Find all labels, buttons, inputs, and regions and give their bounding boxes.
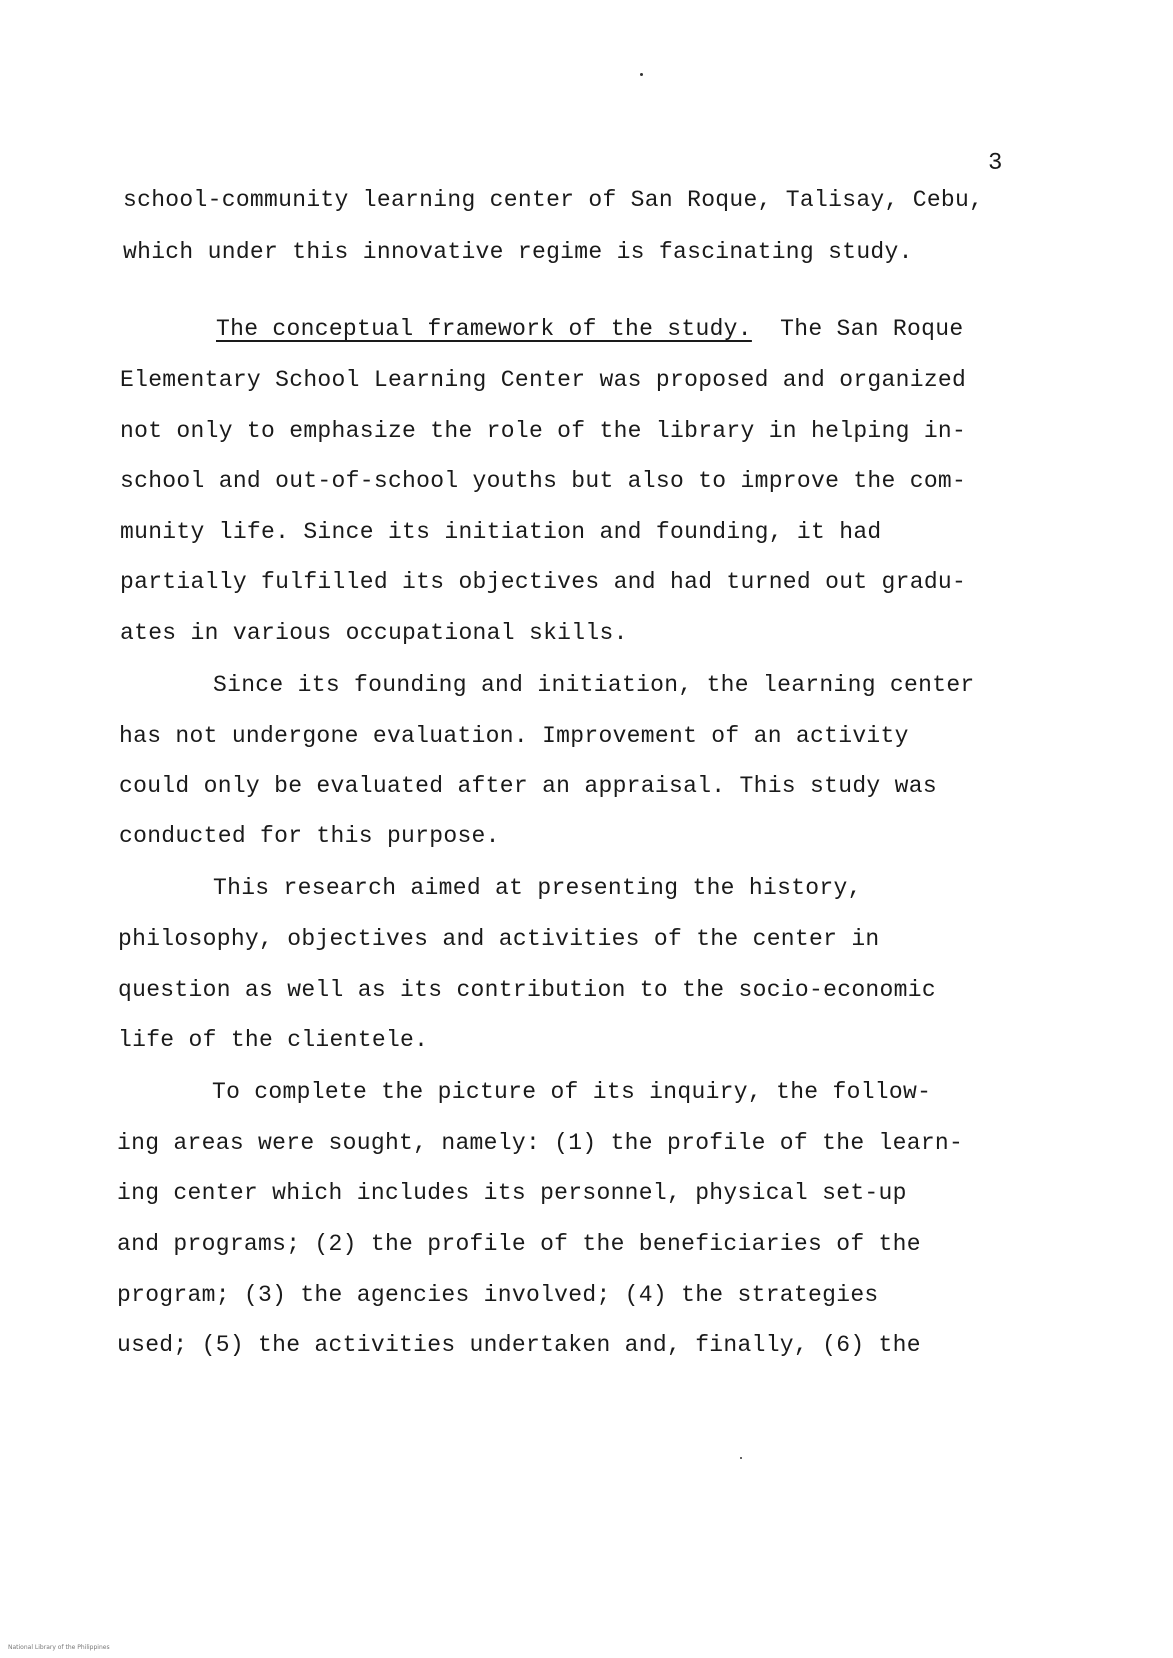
text-line: conducted for this purpose. <box>119 823 500 849</box>
scan-speck <box>740 1457 742 1459</box>
heading-continuation: The San Roque <box>780 316 964 342</box>
text-line: and programs; (2) the profile of the beneficiaries of the <box>117 1231 921 1257</box>
text-line: could only be evaluated after an appraisal. This study was <box>119 773 937 799</box>
text-line: ing center which includes its personnel, physical set-up <box>117 1180 907 1206</box>
text-line: partially fulfilled its objectives and had turned out gradu- <box>120 569 967 595</box>
text-line: munity life. Since its initiation and founding, it had <box>120 519 882 545</box>
text-line: This research aimed at presenting the history, <box>213 875 862 901</box>
text-line: ates in various occupational skills. <box>120 620 628 646</box>
page-number: 3 <box>988 150 1003 177</box>
section-heading-line <box>216 314 963 344</box>
text-line: Elementary School Learning Center was proposed and organized <box>120 367 967 393</box>
text-line: program; (3) the agencies involved; (4) the strategies <box>117 1282 879 1308</box>
section-heading: The conceptual framework of the study. <box>216 316 752 342</box>
text-line: philosophy, objectives and activities of the center in <box>118 926 880 952</box>
text-line: To complete the picture of its inquiry, the follow- <box>212 1079 932 1105</box>
scan-speck <box>640 73 643 76</box>
text-line: which under this innovative regime is fascinating study. <box>123 239 913 265</box>
text-line: question as well as its contribution to the socio-economic <box>118 977 936 1003</box>
text-line: Since its founding and initiation, the learning center <box>213 672 975 698</box>
text-line: life of the clientele. <box>118 1027 429 1053</box>
text-line: school-community learning center of San Roque, Talisay, Cebu, <box>123 187 984 213</box>
text-line: school and out-of-school youths but also to improve the com- <box>120 468 967 494</box>
scan-footer: National Library of the Philippines <box>8 1644 110 1651</box>
text-line: not only to emphasize the role of the library in helping in- <box>120 418 967 444</box>
text-line: used; (5) the activities undertaken and, finally, (6) the <box>117 1332 921 1358</box>
text-line: has not undergone evaluation. Improvement of an activity <box>119 723 909 749</box>
text-line: ing areas were sought, namely: (1) the profile of the learn- <box>117 1130 964 1156</box>
